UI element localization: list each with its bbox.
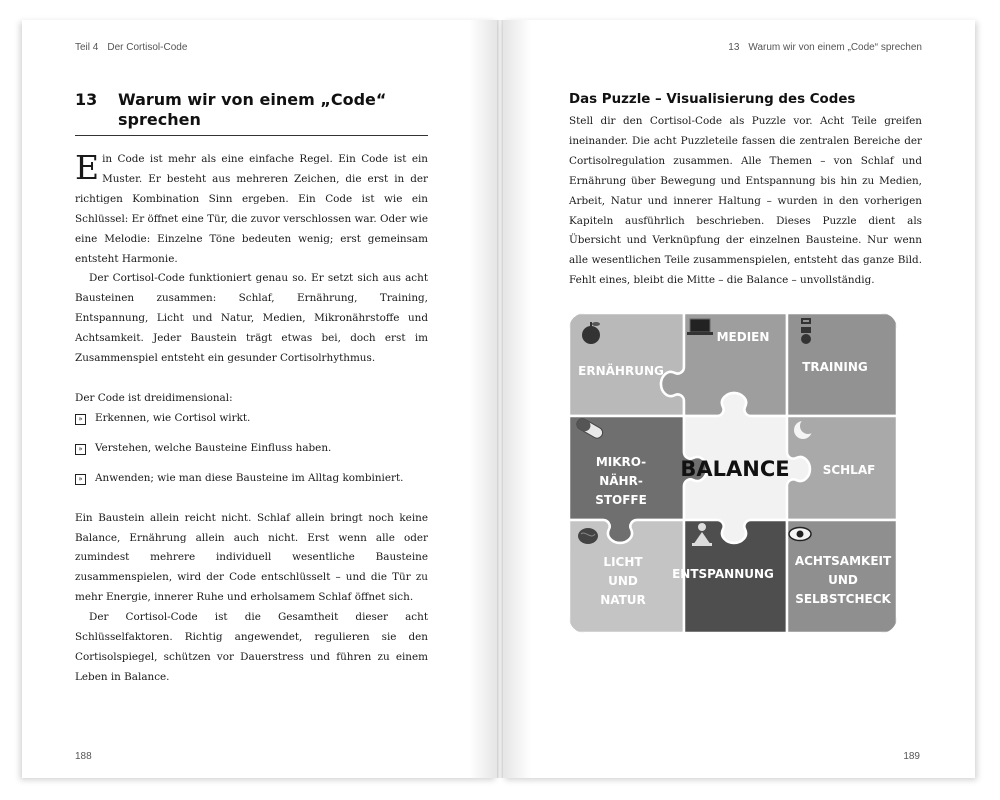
bullet-arrow-icon: »	[75, 474, 86, 485]
paragraph-4: Der Cortisol-Code ist die Gesamtheit dieser acht Schlüsselfaktoren. Richtig angewendet, regulieren sie den Cortisolspiegel, schützen vor Dauerstress und führen zu einem Leben in Balance.	[75, 611, 428, 683]
running-head-part: Teil 4	[75, 42, 99, 53]
bullet-arrow-icon: »	[75, 414, 86, 425]
piece-label-licht-2: UND	[608, 574, 638, 588]
chapter-title: Warum wir von einem „Code“ sprechen	[118, 90, 387, 129]
list-item	[75, 439, 428, 459]
running-head-right	[728, 42, 922, 53]
chapter-number: 13	[75, 90, 98, 109]
page-number-right: 189	[903, 751, 920, 762]
piece-label-ernaehrung: ERNÄHRUNG	[578, 364, 664, 378]
piece-label-achtsamkeit-2: UND	[828, 573, 858, 587]
left-body-text	[75, 150, 428, 688]
page-fold-shadow	[469, 20, 497, 778]
list-item	[75, 409, 428, 429]
list-item-text: Verstehen, welche Bausteine Einfluss haben.	[95, 441, 332, 454]
running-head-title: Der Cortisol-Code	[107, 42, 188, 53]
page-fold-shadow	[503, 20, 531, 778]
piece-label-licht-1: LICHT	[603, 555, 643, 569]
piece-label-achtsamkeit-1: ACHTSAMKEIT	[794, 554, 892, 568]
cortisol-code-puzzle	[569, 313, 897, 633]
list-item	[75, 469, 428, 489]
piece-label-licht-3: NATUR	[600, 593, 646, 607]
list-item-text: Erkennen, wie Cortisol wirkt.	[95, 411, 251, 424]
list-intro: Der Code ist dreidimensional:	[75, 391, 233, 404]
puzzle-paragraph: Stell dir den Cortisol-Code als Puzzle vor. Acht Teile greifen ineinander. Die acht Puzzleteile fassen die zentralen Bereiche der Cortisolregulation zusammen. Alle Themen – von Schlaf und Ernährung über Bewegung und Entspannung bis hin zu Medien, Arbeit, Natur und innerer Haltung – wurden in den vorherigen Kapiteln ausführlich beschrieben. Dieses Puzzle dient als Übersicht und Verknüpfung der einzelnen Bausteine. Nur wenn alle wesentlichen Teile zusammenspielen, entsteht das ganze Bild. Fehlt eines, bleibt die Mitte – die Balance – unvollständig.	[569, 115, 922, 287]
paragraph-1	[75, 150, 428, 269]
bullet-arrow-icon: »	[75, 444, 86, 455]
left-page	[22, 20, 497, 778]
piece-label-mikro-3: STOFFE	[595, 493, 647, 507]
running-head-title: Warum wir von einem „Code“ sprechen	[748, 42, 922, 53]
piece-label-achtsamkeit-3: SELBSTCHECK	[795, 592, 891, 606]
drop-cap: E	[75, 148, 100, 187]
paragraph-3: Ein Baustein allein reicht nicht. Schlaf allein bringt noch keine Balance, Ernährung allein auch nicht. Erst wenn alle oder zumindest mehrere individuell wesentliche Bausteine zusammenspielen, wird der Code entschlüsselt – und die Tür zu mehr Energie, innerer Ruhe und erholsamem Schlaf öffnet sich.	[75, 511, 428, 604]
list-item-text: Anwenden; wie man diese Bausteine im Alltag kombiniert.	[95, 471, 404, 484]
piece-label-medien: MEDIEN	[716, 330, 770, 344]
running-head-left	[75, 42, 196, 53]
page-number-left: 188	[75, 751, 92, 762]
piece-label-training: TRAINING	[802, 360, 868, 374]
piece-label-mikro-1: MIKRO-	[595, 455, 647, 469]
kettlebell-icon	[801, 319, 811, 344]
puzzle-center-label: BALANCE	[680, 457, 790, 481]
eye-icon	[789, 528, 811, 541]
section-title: Das Puzzle – Visualisierung des Codes	[569, 92, 856, 107]
right-body-text	[569, 112, 922, 291]
running-head-chapter-number: 13	[728, 42, 740, 53]
piece-label-schlaf: SCHLAF	[822, 463, 876, 477]
brain-icon	[578, 528, 598, 544]
right-page	[503, 20, 975, 778]
piece-label-entspannung: ENTSPANNUNG	[672, 567, 774, 581]
laptop-icon	[687, 319, 713, 335]
paragraph-1-text: in Code ist mehr als eine einfache Regel. Ein Code ist ein Muster. Er besteht aus mehreren Zeichen, die erst in der richtigen Kombination Sinn ergeben. Ein Code ist wie ein Schlüssel: Er öffnet eine Tür, die zuvor verschlossen war. Oder wie eine Melodie: Einzelne Töne bedeuten wenig; erst gemeinsam entsteht Harmonie.	[75, 153, 428, 265]
paragraph-2: Der Cortisol-Code funktioniert genau so. Er setzt sich aus acht Bausteinen zusammen: Schlaf, Ernährung, Training, Entspannung, Licht und Natur, Medien, Mikronährstoffe und Achtsamkeit. Jeder Baustein trägt etwas bei, doch erst im Zusammenspiel entsteht ein gesunder Cortisolrhythmus.	[75, 272, 428, 365]
piece-label-mikro-2: NÄHR-	[599, 474, 643, 488]
chapter-rule	[75, 135, 428, 136]
